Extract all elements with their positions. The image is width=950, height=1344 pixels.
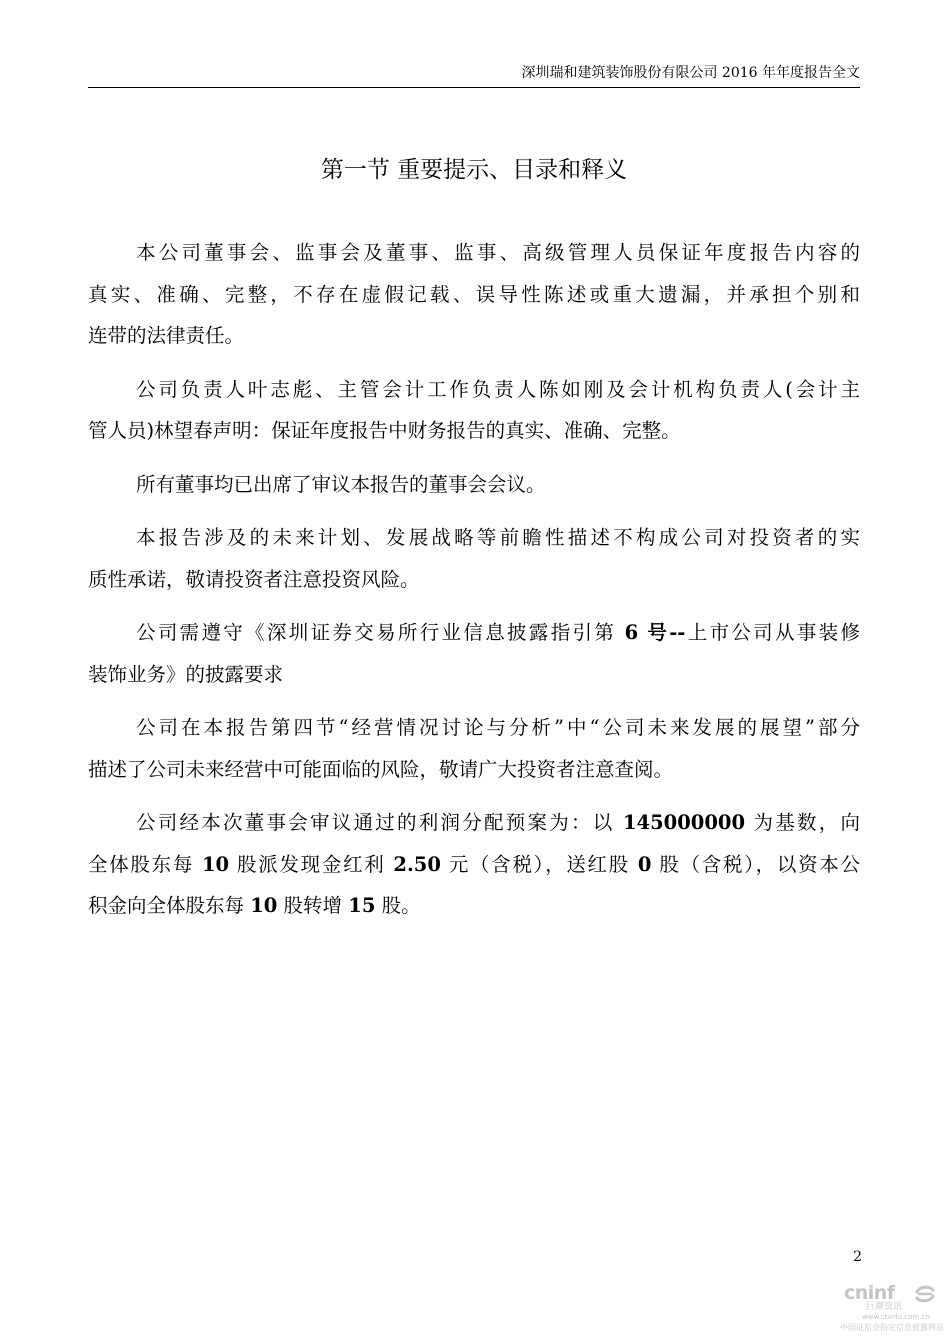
paragraph-statement	[88, 369, 860, 452]
paragraph-line	[88, 885, 860, 927]
text-run: 号--	[638, 621, 686, 644]
text-run: 上市公司从事装修	[685, 621, 860, 644]
text-run: 积金向全体股东每	[88, 894, 251, 917]
paragraph-disclosure-guideline	[88, 612, 860, 695]
text-run: 股转增	[277, 894, 349, 917]
text-run: 公司经本次董事会审议通过的利润分配预案为：以	[136, 811, 623, 834]
paragraph-line: 所有董事均已出席了审议本报告的董事会会议。	[136, 472, 546, 496]
paragraph-line	[88, 844, 860, 886]
text-run: 股（含税），以资本公	[651, 852, 861, 876]
cninfo-watermark	[838, 1282, 942, 1340]
paragraph-line: 装饰业务》的披露要求	[88, 662, 284, 686]
per-shares-value: 10	[250, 894, 278, 917]
watermark-site: www.cninfo.com.cn	[862, 1313, 930, 1321]
paragraph-risk-reference	[88, 707, 860, 790]
paragraph-profit-distribution	[88, 802, 860, 927]
cash-dividend-value: 2.50	[393, 852, 441, 876]
paragraph-line: 管人员)林望春声明：保证年度报告中财务报告的真实、准确、完整。	[88, 419, 681, 442]
per-shares-value: 10	[201, 852, 230, 876]
text-run: 元（含税），送红股	[440, 852, 638, 876]
bonus-shares-value: 0	[637, 852, 652, 876]
section-title: 第一节 重要提示、目录和释义	[320, 157, 628, 183]
base-shares-value: 145000000	[622, 811, 746, 834]
text-run: 公司需遵守《深圳证券交易所行业信息披露指引第	[136, 621, 625, 644]
watermark-brand: 巨潮资讯	[866, 1302, 903, 1312]
watermark-logo-text: cninf	[844, 1282, 895, 1304]
text-run: 股派发现金红利	[229, 852, 394, 876]
paragraph-line: 真实、准确、完整，不存在虚假记载、误导性陈述或重大遗漏，并承担个别和	[88, 282, 860, 306]
paragraph-line: 描述了公司未来经营中可能面临的风险，敬请广大投资者注意查阅。	[88, 757, 674, 781]
paragraph-attendance	[88, 464, 860, 506]
page-number: 2	[853, 1249, 862, 1265]
text-run: 股。	[375, 894, 421, 917]
paragraph-line: 公司在本报告第四节“经营情况讨论与分析”中“公司未来发展的展望”部分	[136, 716, 860, 739]
paragraph-line: 连带的法律责任。	[88, 324, 245, 347]
paragraph-line: 公司负责人叶志彪、主管会计工作负责人陈如刚及会计机构负责人(会计主	[136, 377, 860, 401]
conversion-shares-value: 15	[348, 894, 376, 917]
watermark-slogan: 中国证监会指定信息披露网站	[840, 1323, 944, 1332]
guideline-number: 6	[624, 621, 639, 644]
body-text	[88, 232, 860, 939]
running-header: 深圳瑞和建筑装饰股份有限公司 2016 年年度报告全文	[521, 65, 860, 81]
paragraph-line	[88, 802, 860, 844]
header-rule	[88, 87, 860, 88]
paragraph-line: 本报告涉及的未来计划、发展战略等前瞻性描述不构成公司对投资者的实	[136, 526, 860, 549]
text-run: 为基数，向	[745, 811, 861, 834]
paragraph-forward-looking	[88, 517, 860, 600]
text-run: 全体股东每	[88, 852, 202, 876]
cninfo-swirl-icon	[914, 1284, 936, 1304]
paragraph-line: 质性承诺，敬请投资者注意投资风险。	[88, 567, 420, 591]
paragraph-line	[88, 612, 860, 654]
paragraph-responsibility	[88, 232, 860, 357]
paragraph-line: 本公司董事会、监事会及董事、监事、高级管理人员保证年度报告内容的	[136, 241, 860, 264]
